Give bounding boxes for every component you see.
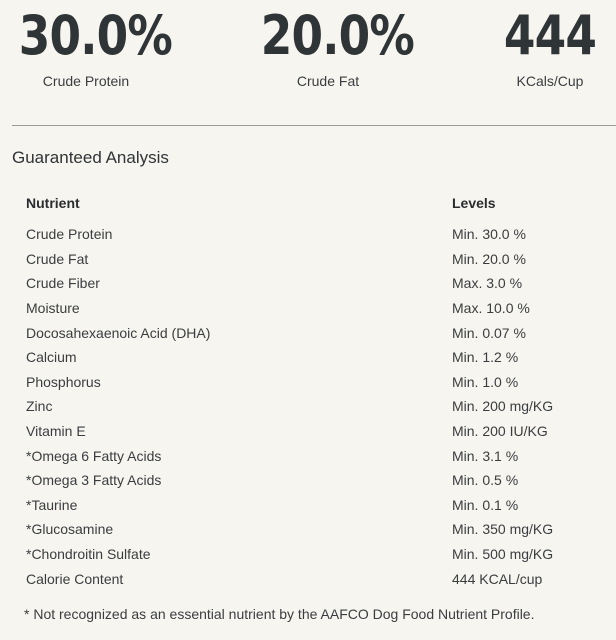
nutrient-name: Crude Fiber: [26, 275, 100, 292]
nutrient-name: *Glucosamine: [26, 521, 114, 538]
stat-kcals-per-cup: [490, 0, 610, 90]
stat-crude-fat: [248, 0, 414, 90]
table-row: [20, 247, 602, 272]
nutrient-level: Max. 3.0 %: [452, 275, 523, 292]
nutrient-level: Min. 0.07 %: [452, 324, 526, 341]
stat-value: 444: [503, 4, 597, 67]
table-row: [20, 566, 602, 591]
stat-crude-protein: [6, 0, 172, 90]
stat-label: KCals/Cup: [516, 73, 584, 89]
nutrient-level: Min. 350 mg/KG: [452, 521, 554, 538]
nutrient-level: Min. 20.0 %: [452, 250, 526, 267]
nutrient-name: Calcium: [26, 349, 77, 366]
nutrient-name: Vitamin E: [26, 423, 86, 440]
nutrient-name: Calorie Content: [26, 570, 124, 587]
table-row: [20, 222, 602, 247]
nutrient-level: Min. 0.5 %: [452, 472, 519, 489]
nutrient-level: Min. 500 mg/KG: [452, 546, 554, 563]
table-row: [20, 271, 602, 296]
nutrient-name: *Taurine: [26, 496, 78, 513]
nutrient-name: Phosphorus: [26, 373, 101, 390]
nutrient-name: Moisture: [26, 300, 80, 317]
table-row: [20, 468, 602, 493]
table-row: [20, 517, 602, 542]
guaranteed-analysis-table: [20, 190, 602, 591]
nutrient-name: *Omega 3 Fatty Acids: [26, 472, 162, 489]
nutrient-level: Min. 1.0 %: [452, 373, 519, 390]
nutrient-level: Min. 200 IU/KG: [452, 423, 548, 440]
table-row: [20, 296, 602, 321]
nutrient-level: Min. 0.1 %: [452, 496, 519, 513]
table-header-row: [20, 190, 602, 222]
section-title: Guaranteed Analysis: [12, 148, 169, 167]
section-divider: [12, 125, 616, 126]
nutrient-level: 444 KCAL/cup: [452, 570, 543, 587]
nutrient-name: Docosahexaenoic Acid (DHA): [26, 324, 211, 341]
table-row: [20, 419, 602, 444]
table-row: [20, 443, 602, 468]
nutrient-level: Max. 10.0 %: [452, 300, 530, 317]
nutrient-level: Min. 3.1 %: [452, 447, 519, 464]
table-row: [20, 542, 602, 567]
footnote: * Not recognized as an essential nutrient by the AAFCO Dog Food Nutrient Profile.: [24, 606, 535, 622]
table-row: [20, 345, 602, 370]
nutrient-name: Zinc: [26, 398, 53, 415]
nutrient-name: *Chondroitin Sulfate: [26, 546, 151, 563]
nutrient-level: Min. 30.0 %: [452, 226, 526, 243]
stat-value: 30.0%: [18, 4, 172, 67]
stat-value: 20.0%: [260, 4, 414, 67]
table-row: [20, 370, 602, 395]
stat-label: Crude Fat: [296, 73, 360, 89]
stat-label: Crude Protein: [42, 73, 130, 89]
nutrient-name: Crude Protein: [26, 226, 113, 243]
table-row: [20, 320, 602, 345]
nutrient-level: Min. 200 mg/KG: [452, 398, 554, 415]
nutrient-level: Min. 1.2 %: [452, 349, 519, 366]
table-row: [20, 493, 602, 518]
table-row: [20, 394, 602, 419]
nutrition-highlights: [0, 0, 616, 100]
table-body: [20, 222, 602, 591]
nutrient-name: *Omega 6 Fatty Acids: [26, 447, 162, 464]
column-header-levels: Levels: [452, 195, 496, 211]
column-header-nutrient: Nutrient: [26, 195, 80, 211]
nutrient-name: Crude Fat: [26, 250, 89, 267]
